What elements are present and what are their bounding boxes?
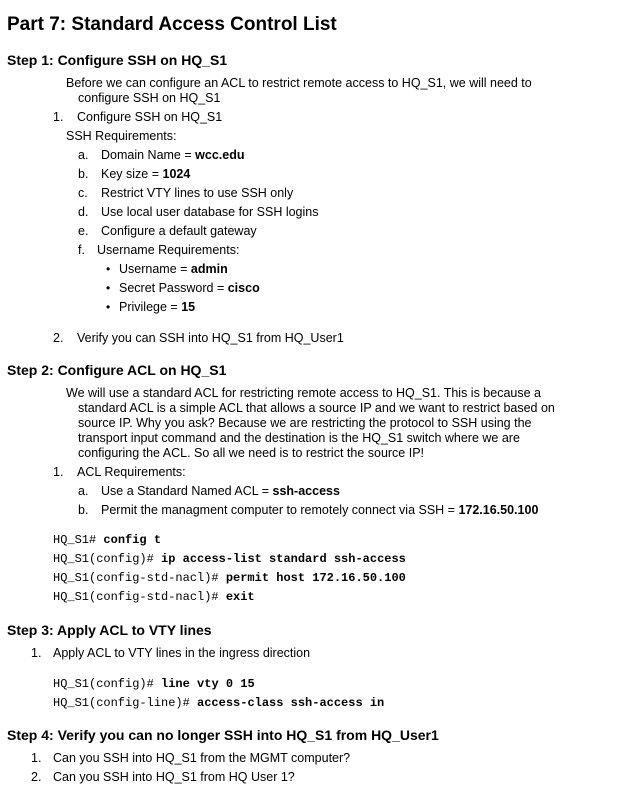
user-requirement-username	[119, 262, 228, 277]
list-number: 2.	[31, 770, 42, 784]
step1-intro-line: configure SSH on HQ_S1	[78, 91, 221, 105]
step2-intro-line: configuring the ACL. So all we need is to restrict the source IP!	[78, 446, 425, 460]
requirement-key-size	[101, 167, 190, 182]
page-title: Part 7: Standard Access Control List	[7, 14, 337, 35]
list-number: 2.	[53, 331, 64, 345]
step2-intro-line: standard ACL is a simple ACL that allows a source IP and we want to restrict based on	[78, 401, 555, 415]
step3-heading: Step 3: Apply ACL to VTY lines	[7, 622, 212, 638]
step2-intro-line: transport input command and the destination is the HQ_S1 switch where we are	[78, 431, 520, 445]
cli-prompt: HQ_S1#	[53, 533, 104, 547]
cli-prompt: HQ_S1(config-std-nacl)#	[53, 590, 226, 604]
list-letter: b.	[78, 167, 89, 181]
cli-prompt: HQ_S1(config)#	[53, 552, 162, 566]
step3-item1-label: Apply ACL to VTY lines in the ingress direction	[53, 646, 311, 660]
cli-prompt: HQ_S1(config-std-nacl)#	[53, 571, 226, 585]
cli-command: exit	[225, 590, 255, 604]
requirement-value: 172.16.50.100	[458, 503, 539, 517]
list-letter: f.	[78, 243, 85, 257]
requirement-value: ssh-access	[272, 484, 340, 498]
requirement-text: Secret Password =	[119, 281, 228, 295]
requirement-value: 15	[181, 300, 196, 314]
list-letter: b.	[78, 503, 89, 517]
list-letter: a.	[78, 148, 89, 162]
step1-heading: Step 1: Configure SSH on HQ_S1	[7, 52, 228, 68]
requirement-value: admin	[190, 262, 228, 276]
step4-item1-label: Can you SSH into HQ_S1 from the MGMT computer?	[53, 751, 351, 765]
bullet-icon: •	[106, 262, 111, 276]
requirement-text: Domain Name =	[101, 148, 196, 162]
list-letter: e.	[78, 224, 89, 238]
cli-line	[53, 590, 255, 605]
bullet-icon: •	[106, 281, 111, 295]
requirement-local-db: Use local user database for SSH logins	[101, 205, 319, 219]
list-letter: c.	[78, 186, 88, 200]
bullet-icon: •	[106, 300, 111, 314]
requirement-domain-name	[101, 148, 244, 163]
cli-command: ip access-list standard ssh-access	[161, 552, 406, 566]
step2-intro-line: We will use a standard ACL for restricting remote access to HQ_S1. This is because a	[66, 386, 541, 400]
cli-line	[53, 696, 384, 711]
requirement-username: Username Requirements:	[97, 243, 240, 257]
step4-heading: Step 4: Verify you can no longer SSH into HQ_S1 from HQ_User1	[7, 727, 439, 743]
cli-line	[53, 552, 406, 567]
step2-heading: Step 2: Configure ACL on HQ_S1	[7, 362, 227, 378]
list-number: 1.	[31, 646, 42, 660]
step2-intro-line: source IP. Why you ask? Because we are restricting the protocol to SSH using the	[78, 416, 532, 430]
requirement-value: 1024	[162, 167, 191, 181]
cli-line	[53, 533, 161, 548]
requirement-text: Privilege =	[119, 300, 182, 314]
list-number: 1.	[53, 465, 64, 479]
cli-line	[53, 571, 406, 586]
requirement-text: Key size =	[101, 167, 163, 181]
list-number: 1.	[53, 110, 64, 124]
requirement-text: Permit the managment computer to remotely connect via SSH =	[101, 503, 459, 517]
requirement-value: cisco	[227, 281, 260, 295]
requirement-value: wcc.edu	[195, 148, 245, 162]
step2-item1-label: ACL Requirements:	[77, 465, 186, 479]
cli-command: config t	[103, 533, 162, 547]
ssh-requirements-heading: SSH Requirements:	[66, 129, 177, 143]
step1-item1-label: Configure SSH on HQ_S1	[77, 110, 223, 124]
step2-intro	[66, 386, 586, 461]
requirement-text: Username =	[119, 262, 191, 276]
requirement-vty-ssh: Restrict VTY lines to use SSH only	[101, 186, 294, 200]
step1-intro-line: Before we can configure an ACL to restrict remote access to HQ_S1, we will need to	[66, 76, 532, 90]
requirement-text: Use a Standard Named ACL =	[101, 484, 273, 498]
cli-command: access-class ssh-access in	[197, 696, 385, 710]
acl-requirement-name	[101, 484, 340, 499]
list-letter: d.	[78, 205, 89, 219]
cli-prompt: HQ_S1(config)#	[53, 677, 162, 691]
cli-command: permit host 172.16.50.100	[225, 571, 406, 585]
cli-command: line vty 0 15	[161, 677, 255, 691]
list-letter: a.	[78, 484, 89, 498]
step4-item2-label: Can you SSH into HQ_S1 from HQ User 1?	[53, 770, 295, 784]
user-requirement-password	[119, 281, 260, 296]
user-requirement-privilege	[119, 300, 195, 315]
cli-line	[53, 677, 255, 692]
list-number: 1.	[31, 751, 42, 765]
cli-prompt: HQ_S1(config-line)#	[53, 696, 198, 710]
step1-intro	[66, 76, 586, 106]
step1-item2-label: Verify you can SSH into HQ_S1 from HQ_User1	[77, 331, 344, 345]
acl-requirement-permit	[101, 503, 538, 518]
requirement-gateway: Configure a default gateway	[101, 224, 257, 238]
